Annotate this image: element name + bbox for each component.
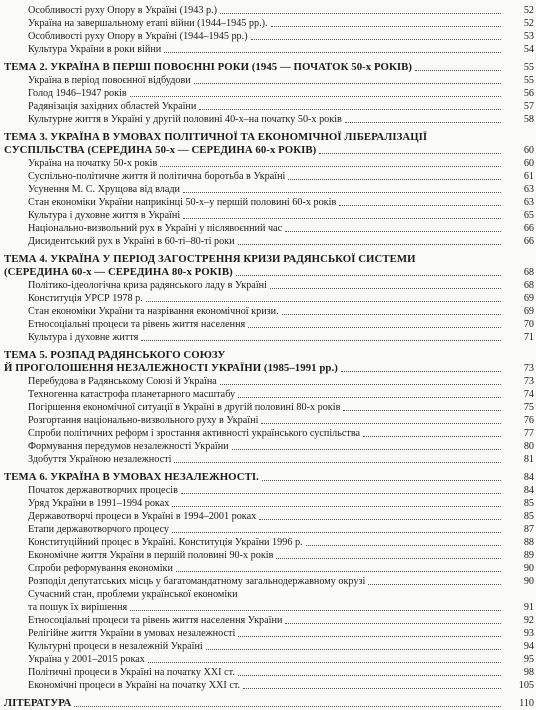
- toc-page-number: 69: [523, 293, 534, 304]
- toc-page-number: 73: [523, 376, 534, 387]
- toc-entry-title: Державотворчі процеси в Україні в 1994–2001 роках: [28, 511, 257, 522]
- toc-entry-title: Радянізація західних областей України: [28, 101, 197, 112]
- toc-entry: [0, 43, 536, 56]
- toc-page-number: 90: [523, 563, 534, 574]
- toc-page-number: 89: [523, 550, 534, 561]
- toc-page-number: 80: [523, 441, 534, 452]
- toc-entry-title: Політико-ідеологічна криза радянського ладу в Україні: [28, 280, 267, 291]
- dot-leader: [232, 449, 501, 450]
- toc-page-number: 98: [523, 667, 534, 678]
- toc-page-number: 77: [523, 428, 534, 439]
- toc-page-number: 69: [523, 306, 534, 317]
- toc-section-heading: [0, 144, 536, 157]
- toc-entry-title: Погіршення економічної ситуації в Україні в другій половині 80-х років: [28, 402, 341, 413]
- dot-leader: [238, 397, 501, 398]
- toc-page-number: 66: [523, 236, 534, 247]
- toc-entry: [0, 510, 536, 523]
- toc-entry: [0, 414, 536, 427]
- toc-section-heading: [0, 471, 536, 484]
- dot-leader: [220, 13, 501, 14]
- dot-leader: [251, 39, 501, 40]
- dot-leader: [141, 340, 501, 341]
- toc-section-heading: [0, 131, 536, 144]
- toc-entry: [0, 331, 536, 344]
- toc-entry: [0, 100, 536, 113]
- toc-entry-title: Особливості руху Опору в Україні (1943 р.): [28, 5, 218, 16]
- toc-entry: [0, 640, 536, 653]
- toc-page-number: 57: [523, 101, 534, 112]
- toc-entry-title: Економічні процеси в Україні на початку XXI ст.: [28, 680, 241, 691]
- toc-entry: [0, 401, 536, 414]
- toc-entry-title: Й ПРОГОЛОШЕННЯ НЕЗАЛЕЖНОСТІ УКРАЇНИ (1985–1991 рр.): [4, 362, 338, 374]
- toc-entry: [0, 4, 536, 17]
- toc-entry-title: Культурні процеси в незалежній Україні: [28, 641, 203, 652]
- toc-page-number: 94: [523, 641, 534, 652]
- toc-entry: [0, 627, 536, 640]
- dot-leader: [194, 83, 501, 84]
- toc-entry: [0, 536, 536, 549]
- toc-entry-title: Спроби політичних реформ і зростання активності українського суспільства: [28, 428, 361, 439]
- toc-entry-title: Культура України в роки війни: [28, 44, 162, 55]
- dot-leader: [206, 649, 501, 650]
- dot-leader: [270, 288, 501, 289]
- dot-leader: [238, 244, 501, 245]
- toc-entry-title: Конституційний процес в Україні. Конституція України 1996 р.: [28, 537, 303, 548]
- toc-entry-title: Усунення М. С. Хрущова від влади: [28, 184, 180, 195]
- toc-entry-title: Україна в період повоєнної відбудови: [28, 75, 191, 86]
- toc-entry-title: Культура і духовне життя в Україні: [28, 210, 181, 221]
- dot-leader: [148, 662, 501, 663]
- toc-entry: [0, 375, 536, 388]
- toc-entry-title: Стан економіки України та назрівання економічної кризи.: [28, 306, 279, 317]
- toc-entry-title: та пошук їх вирішення: [28, 602, 128, 613]
- toc-page-number: 76: [523, 415, 534, 426]
- toc-entry-title: ЛІТЕРАТУРА: [4, 697, 72, 709]
- dot-leader: [172, 506, 501, 507]
- dot-leader: [363, 436, 501, 437]
- dot-leader: [339, 205, 501, 206]
- dot-leader: [261, 423, 501, 424]
- dot-leader: [183, 218, 501, 219]
- toc-entry-title: Здобуття Україною незалежності: [28, 454, 172, 465]
- dot-leader: [174, 462, 501, 463]
- toc-section-heading: [0, 253, 536, 266]
- toc-entry-title: ТЕМА 5. РОЗПАД РАДЯНСЬКОГО СОЮЗУ: [4, 349, 226, 361]
- toc-page-number: 85: [523, 498, 534, 509]
- dot-leader: [285, 231, 501, 232]
- toc-entry-title: Політичні процеси в Україні на початку XXI ст.: [28, 667, 235, 678]
- toc-page-number: 58: [523, 114, 534, 125]
- dot-leader: [262, 480, 501, 481]
- dot-leader: [199, 109, 501, 110]
- dot-leader: [181, 493, 501, 494]
- toc-entry: [0, 653, 536, 666]
- toc-entry: [0, 549, 536, 562]
- toc-entry: [0, 196, 536, 209]
- toc-entry: [0, 679, 536, 692]
- dot-leader: [176, 571, 501, 572]
- dot-leader: [306, 545, 501, 546]
- dot-leader: [282, 314, 501, 315]
- toc-entry-title: СУСПІЛЬСТВА (СЕРЕДИНА 50-х — СЕРЕДИНА 60-х РОКІВ): [4, 144, 317, 156]
- dot-leader: [236, 275, 501, 276]
- toc-entry-title: Україна у 2001–2015 роках: [28, 654, 145, 665]
- dot-leader: [172, 532, 501, 533]
- toc-entry-title: ТЕМА 3. УКРАЇНА В УМОВАХ ПОЛІТИЧНОЇ ТА ЕКОНОМІЧНОЇ ЛІБЕРАЛІЗАЦІЇ: [4, 131, 428, 143]
- toc-section-heading: [0, 697, 536, 710]
- toc-entry: [0, 601, 536, 614]
- toc-entry: [0, 292, 536, 305]
- dot-leader: [368, 584, 501, 585]
- toc-entry-title: Україна на завершальному етапі війни (1944–1945 рр.).: [28, 18, 268, 29]
- dot-leader: [160, 166, 501, 167]
- toc-entry: [0, 74, 536, 87]
- dot-leader: [248, 327, 501, 328]
- toc-entry-title: ТЕМА 2. УКРАЇНА В ПЕРШІ ПОВОЄННІ РОКИ (1945 — ПОЧАТОК 50-х РОКІВ): [4, 61, 413, 73]
- toc-entry: [0, 157, 536, 170]
- dot-leader: [130, 96, 501, 97]
- toc-page-number: 61: [523, 171, 534, 182]
- toc-entry: [0, 279, 536, 292]
- dot-leader: [183, 192, 501, 193]
- toc-entry-title: Дисидентський рух в Україні в 60-ті–80-ті роки: [28, 236, 235, 247]
- toc-page-number: 87: [523, 524, 534, 535]
- toc-section-heading: [0, 362, 536, 375]
- dot-leader: [238, 675, 501, 676]
- toc-page-number: 110: [519, 698, 534, 709]
- dot-leader: [276, 558, 501, 559]
- toc-entry: [0, 562, 536, 575]
- dot-leader: [343, 410, 501, 411]
- toc-entry-title: Розгортання національно-визвольного руху в Україні: [28, 415, 259, 426]
- dot-leader: [415, 70, 501, 71]
- toc-entry-title: Конституція УРСР 1978 р.: [28, 293, 143, 304]
- toc-entry: [0, 318, 536, 331]
- toc-entry-title: Культурне життя в Україні у другій половині 40-х–на початку 50-х років: [28, 114, 342, 125]
- toc-page-number: 60: [523, 145, 534, 156]
- toc-entry: [0, 87, 536, 100]
- toc-page-number: 55: [523, 75, 534, 86]
- toc-entry: [0, 235, 536, 248]
- toc-entry-title: Техногенна катастрофа планетарного масштабу: [28, 389, 236, 400]
- dot-leader: [259, 519, 501, 520]
- toc-entry-title: Етносоціальні процеси та рівень життя населення України: [28, 615, 283, 626]
- toc-entry-title: Суспільно-політичне життя й політична боротьба в Україні: [28, 171, 286, 182]
- toc-entry-title: ТЕМА 4. УКРАЇНА У ПЕРІОД ЗАГОСТРЕННЯ КРИЗИ РАДЯНСЬКОЇ СИСТЕМИ: [4, 253, 416, 265]
- dot-leader: [288, 179, 501, 180]
- toc-entry: [0, 388, 536, 401]
- toc-entry: [0, 453, 536, 466]
- toc-entry-title: Формування передумов незалежності України: [28, 441, 229, 452]
- dot-leader: [341, 371, 501, 372]
- toc-entry-title: Україна на початку 50-х років: [28, 158, 158, 169]
- toc-page-number: 56: [523, 88, 534, 99]
- toc-entry: [0, 183, 536, 196]
- dot-leader: [164, 52, 501, 53]
- toc-entry: [0, 170, 536, 183]
- toc-entry-title: (СЕРЕДИНА 60-х — СЕРЕДИНА 80-х РОКІВ): [4, 266, 233, 278]
- toc-entry-title: Стан економіки України наприкінці 50-х–у першій половині 60-х років: [28, 197, 337, 208]
- toc-entry-title: Початок державотворчих процесів: [28, 485, 178, 496]
- toc-page-number: 66: [523, 223, 534, 234]
- toc-entry: [0, 222, 536, 235]
- toc-entry-title: Особливості руху Опору в Україні (1944–1945 рр.): [28, 31, 248, 42]
- toc-page-number: 52: [523, 18, 534, 29]
- toc-page-number: 73: [523, 363, 534, 374]
- toc-page-number: 54: [523, 44, 534, 55]
- dot-leader: [319, 153, 501, 154]
- toc-page-number: 52: [523, 5, 534, 16]
- toc-entry-title: Спроби реформування економіки: [28, 563, 173, 574]
- toc-entry: [0, 523, 536, 536]
- toc-entry: [0, 575, 536, 588]
- toc-page-number: 68: [523, 267, 534, 278]
- toc-entry: [0, 588, 536, 601]
- toc-page-number: 63: [523, 197, 534, 208]
- toc-page-number: 60: [523, 158, 534, 169]
- toc-page-number: 93: [523, 628, 534, 639]
- toc-entry-title: Уряд України в 1991–1994 роках: [28, 498, 170, 509]
- toc-page-number: 84: [523, 485, 534, 496]
- toc-page-number: 75: [523, 402, 534, 413]
- toc-entry: [0, 614, 536, 627]
- toc-entry-title: ТЕМА 6. УКРАЇНА В УМОВАХ НЕЗАЛЕЖНОСТІ.: [4, 471, 259, 483]
- dot-leader: [285, 623, 501, 624]
- toc-page-number: 84: [523, 472, 534, 483]
- toc-entry: [0, 497, 536, 510]
- toc-entry: [0, 30, 536, 43]
- toc-entry-title: Релігійне життя України в умовах незалежності: [28, 628, 236, 639]
- toc-page-number: 88: [523, 537, 534, 548]
- dot-leader: [271, 26, 501, 27]
- toc-page-number: 53: [523, 31, 534, 42]
- dot-leader: [243, 688, 501, 689]
- toc-entry-title: Культура і духовне життя: [28, 332, 139, 343]
- toc-page-number: 85: [523, 511, 534, 522]
- toc-page-number: 95: [523, 654, 534, 665]
- dot-leader: [130, 610, 501, 611]
- dot-leader: [146, 301, 501, 302]
- toc-entry-title: Перебудова в Радянському Союзі й Україна: [28, 376, 217, 387]
- toc-section-heading: [0, 349, 536, 362]
- toc-entry-title: Етапи державотворчого процесу: [28, 524, 169, 535]
- toc-entry-title: Голод 1946–1947 років: [28, 88, 127, 99]
- dot-leader: [238, 636, 501, 637]
- toc-entry: [0, 305, 536, 318]
- toc-page-number: 55: [523, 62, 534, 73]
- toc-page-number: 70: [523, 319, 534, 330]
- toc-page-number: 74: [523, 389, 534, 400]
- toc-entry: [0, 17, 536, 30]
- toc-section-heading: [0, 266, 536, 279]
- toc-entry-title: Розподіл депутатських місць у багатомандатному загальнодержавному окрузі: [28, 576, 366, 587]
- toc-entry: [0, 427, 536, 440]
- toc-page-number: 91: [523, 602, 534, 613]
- toc-entry-title: Етносоціальні процеси та рівень життя населення: [28, 319, 246, 330]
- toc-entry: [0, 440, 536, 453]
- toc-entry-title: Економічне життя України в першій половині 90-х років: [28, 550, 274, 561]
- toc-page-number: 90: [523, 576, 534, 587]
- toc-entry: [0, 209, 536, 222]
- dot-leader: [345, 122, 501, 123]
- dot-leader: [74, 706, 501, 707]
- toc-page-number: 81: [523, 454, 534, 465]
- toc-entry: [0, 666, 536, 679]
- toc-entry: [0, 113, 536, 126]
- toc-entry-title: Національно-визвольний рух в Україні у післявоєнний час: [28, 223, 283, 234]
- toc-entry-title: Сучасний стан, проблеми української економіки: [28, 589, 238, 600]
- toc-section-heading: [0, 61, 536, 74]
- toc-page-number: 71: [523, 332, 534, 343]
- dot-leader: [220, 384, 501, 385]
- toc-page-number: 65: [523, 210, 534, 221]
- toc-page-number: 63: [523, 184, 534, 195]
- toc-page-number: 92: [523, 615, 534, 626]
- toc-page-number: 105: [518, 680, 534, 691]
- toc-page-number: 68: [523, 280, 534, 291]
- toc-entry: [0, 484, 536, 497]
